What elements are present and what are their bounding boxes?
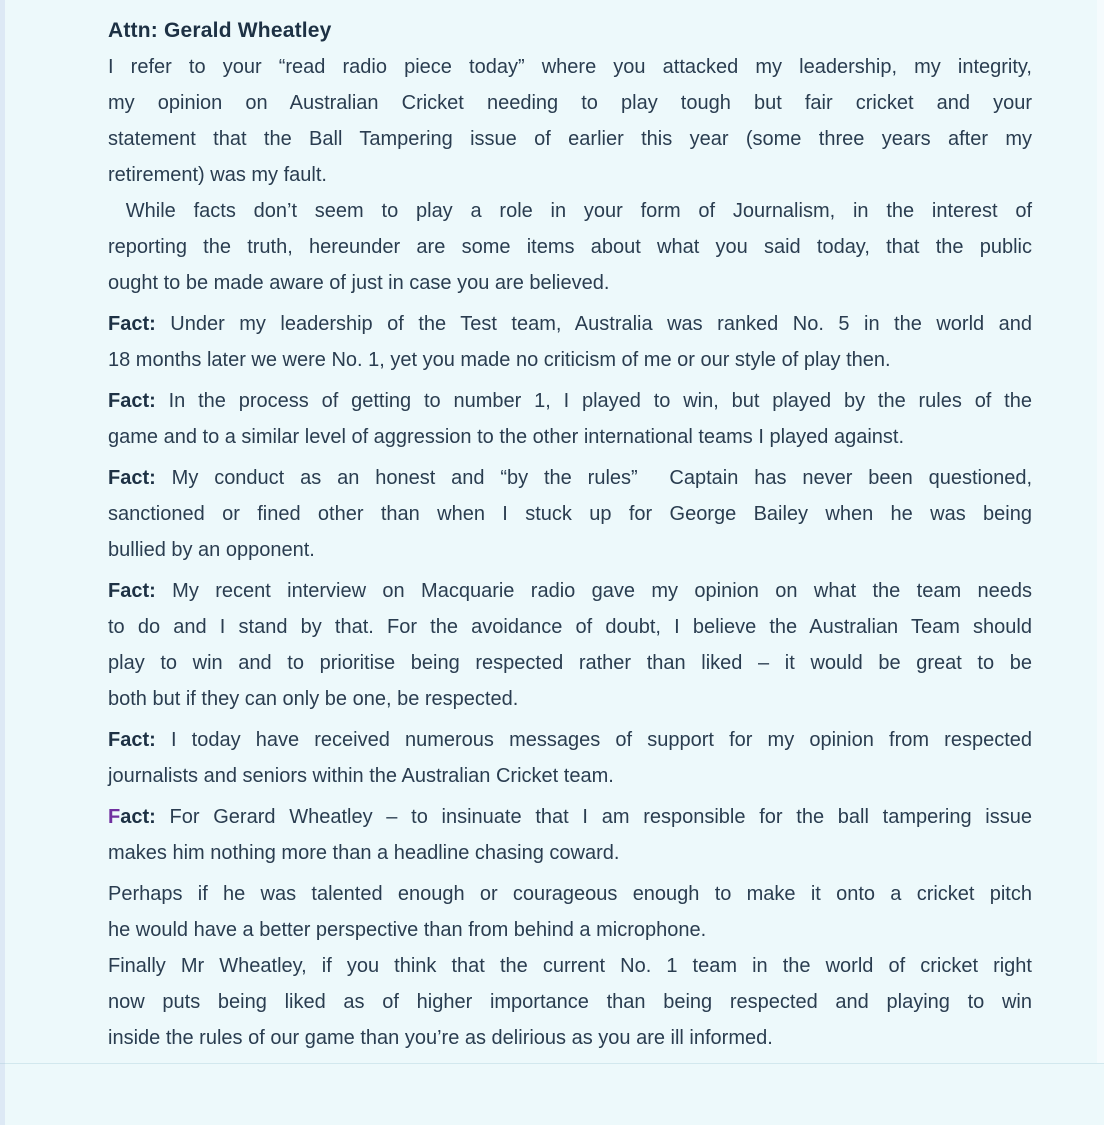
paragraph-line: Finally Mr Wheatley, if you think that the current No. 1 team in the world of cricket right	[108, 955, 1032, 977]
paragraph-fact-support	[108, 722, 1032, 794]
paragraph-fact-ranking	[108, 306, 1032, 378]
paragraph-line: 18 months later we were No. 1, yet you made no criticism of me or our style of play then.	[108, 349, 891, 371]
paragraph-line-text: In the process of getting to number 1, I played to win, but played by the rules of the	[155, 390, 1032, 412]
paragraph-fact-played-by-rules	[108, 383, 1032, 455]
paragraph-fact-conduct	[108, 460, 1032, 568]
paragraph-line: to do and I stand by that. For the avoidance of doubt, I believe the Australian Team should	[108, 616, 1032, 638]
letter-body	[108, 13, 1032, 1056]
right-edge-strip	[1097, 0, 1104, 1063]
paragraph-line	[108, 460, 1032, 496]
paragraph-line	[108, 799, 1032, 835]
paragraph-line-text: For Gerard Wheatley – to insinuate that I am responsible for the ball tampering issue	[155, 806, 1032, 828]
fact-label: Fact:	[108, 729, 156, 751]
paragraph-fact-interview	[108, 573, 1032, 717]
paragraph-line: I refer to your “read radio piece today” where you attacked my leadership, my integrity,	[108, 56, 1032, 78]
fact-label: Fact:	[108, 313, 156, 335]
paragraph-line: retirement) was my fault.	[108, 164, 327, 186]
paragraph-line	[108, 573, 1032, 609]
fact-label: Fact:	[108, 806, 156, 828]
paragraph-line: sanctioned or fined other than when I stuck up for George Bailey when he was being	[108, 503, 1032, 525]
paragraph-line: inside the rules of our game than you’re as delirious as you are ill informed.	[108, 1027, 773, 1049]
paragraph-line: While facts don’t seem to play a role in your form of Journalism, in the interest of	[108, 200, 1032, 222]
fact-label: Fact:	[108, 467, 156, 489]
paragraph-line: statement that the Ball Tampering issue of earlier this year (some three years after my	[108, 128, 1032, 150]
paragraph-line: ought to be made aware of just in case you are believed.	[108, 272, 610, 294]
paragraph-fact-insinuate	[108, 799, 1032, 871]
paragraph-finally	[108, 948, 1032, 1056]
paragraph-line: now puts being liked as of higher importance than being respected and playing to win	[108, 991, 1032, 1013]
letter-heading: Attn: Gerald Wheatley	[108, 19, 332, 42]
fact-label: Fact:	[108, 580, 156, 602]
paragraph-line-text: My recent interview on Macquarie radio gave my opinion on what the team needs	[155, 580, 1032, 602]
paragraph-line	[108, 306, 1032, 342]
paragraph-line-text: I today have received numerous messages of support for my opinion from respected	[155, 729, 1032, 751]
paragraph-intro	[108, 49, 1032, 193]
paragraph-line-text: My conduct as an honest and “by the rules” Captain has never been questioned,	[155, 467, 1032, 489]
paragraph-line: he would have a better perspective than from behind a microphone.	[108, 919, 707, 941]
paragraph-line: game and to a similar level of aggression to the other international teams I played against.	[108, 426, 905, 448]
paragraph-line: my opinion on Australian Cricket needing to play tough but fair cricket and your	[108, 92, 1032, 114]
paragraphs-container	[108, 49, 1032, 1056]
fact-label: Fact:	[108, 390, 156, 412]
paragraph-line	[108, 383, 1032, 419]
left-edge-strip	[0, 0, 5, 1125]
paragraph-line: play to win and to prioritise being respected rather than liked – it would be great to be	[108, 652, 1032, 674]
paragraph-line: makes him nothing more than a headline chasing coward.	[108, 842, 620, 864]
paragraph-line	[108, 722, 1032, 758]
paragraph-facts-preamble	[108, 193, 1032, 301]
paragraph-line: bullied by an opponent.	[108, 539, 315, 561]
purple-initial: F	[108, 806, 121, 828]
paragraph-perhaps	[108, 876, 1032, 948]
page-bottom-divider	[0, 1063, 1104, 1064]
paragraph-line: journalists and seniors within the Australian Cricket team.	[108, 765, 614, 787]
paragraph-line: Perhaps if he was talented enough or courageous enough to make it onto a cricket pitch	[108, 883, 1032, 905]
paragraph-line-text: Under my leadership of the Test team, Australia was ranked No. 5 in the world and	[155, 313, 1032, 335]
paragraph-line: reporting the truth, hereunder are some items about what you said today, that the public	[108, 236, 1032, 258]
paragraph-line: both but if they can only be one, be respected.	[108, 688, 519, 710]
